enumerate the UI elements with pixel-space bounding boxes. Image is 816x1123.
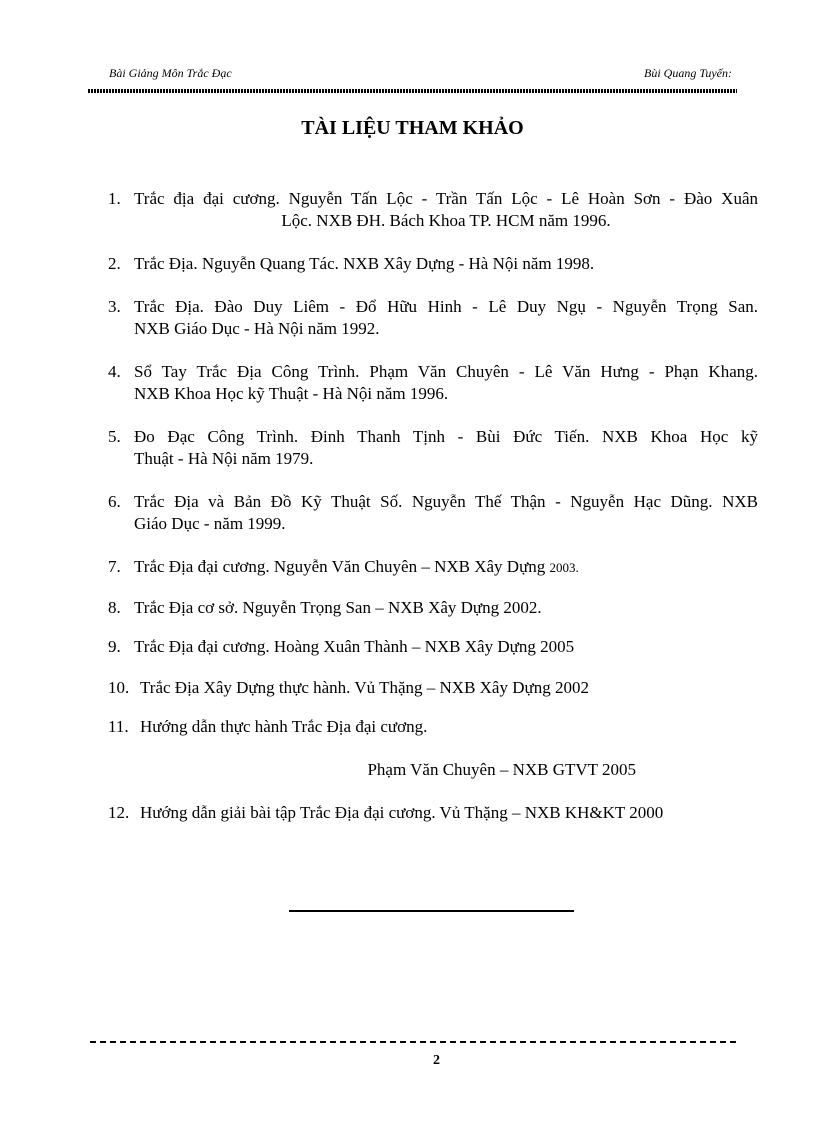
reference-number: 2. <box>108 254 121 273</box>
end-of-list-divider <box>289 910 574 912</box>
reference-number: 10. <box>108 678 130 697</box>
reference-item-6 <box>108 491 758 535</box>
page-title: TÀI LIỆU THAM KHẢO <box>301 117 524 139</box>
reference-text: Trắc Địa cơ sở. Nguyễn Trọng San – NXB Xây Dựng 2002. <box>134 598 542 617</box>
reference-item-11 <box>108 716 758 738</box>
reference-text: Trắc Địa đại cương. Hoàng Xuân Thành – NXB Xây Dựng 2005 <box>134 637 575 656</box>
header-course-title: Bài Giảng Môn Trắc Đạc <box>109 66 232 80</box>
reference-number: 12. <box>108 803 130 822</box>
reference-item-4 <box>108 361 758 405</box>
reference-text: Hướng dẫn giải bài tập Trắc Địa đại cương. Vủ Thặng – NXB KH&KT 2000 <box>140 803 664 822</box>
reference-text: Sổ Tay Trắc Địa Công Trình. Phạm Văn Chuyên - Lê Văn Hưng - Phạn Khang. <box>134 362 758 381</box>
reference-item-12 <box>108 802 758 824</box>
reference-item-3 <box>108 296 758 340</box>
reference-item-10 <box>108 677 758 699</box>
header-author: Bùi Quang Tuyến: <box>644 66 732 80</box>
reference-11-author-publisher: Phạm Văn Chuyên – NXB GTVT 2005 <box>367 760 636 779</box>
reference-text: Trắc Địa. Nguyễn Quang Tác. NXB Xây Dựng - Hà Nội năm 1998. <box>134 254 595 273</box>
reference-number: 5. <box>108 427 121 446</box>
reference-text: Trắc Địa. Đào Duy Liêm - Đổ Hữu Hinh - Lê Duy Ngụ - Nguyễn Trọng San. <box>134 297 758 316</box>
reference-year: 2003. <box>549 560 579 575</box>
reference-text-continued: NXB Khoa Học kỹ Thuật - Hà Nội năm 1996. <box>134 384 449 403</box>
reference-text-continued: Lộc. NXB ĐH. Bách Khoa TP. HCM năm 1996. <box>281 211 611 230</box>
reference-item-5 <box>108 426 758 470</box>
reference-number: 1. <box>108 189 121 208</box>
reference-number: 8. <box>108 598 121 617</box>
reference-item-9 <box>108 636 758 658</box>
reference-text: Trắc địa đại cương. Nguyễn Tấn Lộc - Trần Tấn Lộc - Lê Hoàn Sơn - Đào Xuân <box>134 189 758 208</box>
reference-number: 9. <box>108 637 121 656</box>
reference-text: Đo Đạc Công Trình. Đinh Thanh Tịnh - Bùi Đức Tiến. NXB Khoa Học kỹ <box>134 427 758 446</box>
reference-text-continued: Thuật - Hà Nội năm 1979. <box>134 449 314 468</box>
reference-number: 4. <box>108 362 121 381</box>
reference-text: Hướng dẫn thực hành Trắc Địa đại cương. <box>140 717 428 736</box>
page-number: 2 <box>433 1053 440 1068</box>
reference-text-continued: NXB Giáo Dục - Hà Nội năm 1992. <box>134 319 380 338</box>
reference-text-continued: Giáo Dục - năm 1999. <box>134 514 286 533</box>
reference-item-8 <box>108 597 758 619</box>
reference-number: 6. <box>108 492 121 511</box>
footer-divider <box>90 1041 738 1043</box>
reference-number: 3. <box>108 297 121 316</box>
reference-text: Trắc Địa đại cương. Nguyễn Văn Chuyên – NXB Xây Dựng <box>134 557 546 576</box>
reference-item-1 <box>108 188 758 232</box>
reference-number: 7. <box>108 557 121 576</box>
reference-text: Trắc Địa và Bản Đồ Kỹ Thuật Số. Nguyễn Thế Thận - Nguyễn Hạc Dũng. NXB <box>134 492 758 511</box>
reference-item-2 <box>108 253 758 275</box>
reference-text: Trắc Địa Xây Dựng thực hành. Vủ Thặng – NXB Xây Dựng 2002 <box>140 678 589 697</box>
reference-item-7 <box>108 556 758 579</box>
reference-number: 11. <box>108 717 129 736</box>
